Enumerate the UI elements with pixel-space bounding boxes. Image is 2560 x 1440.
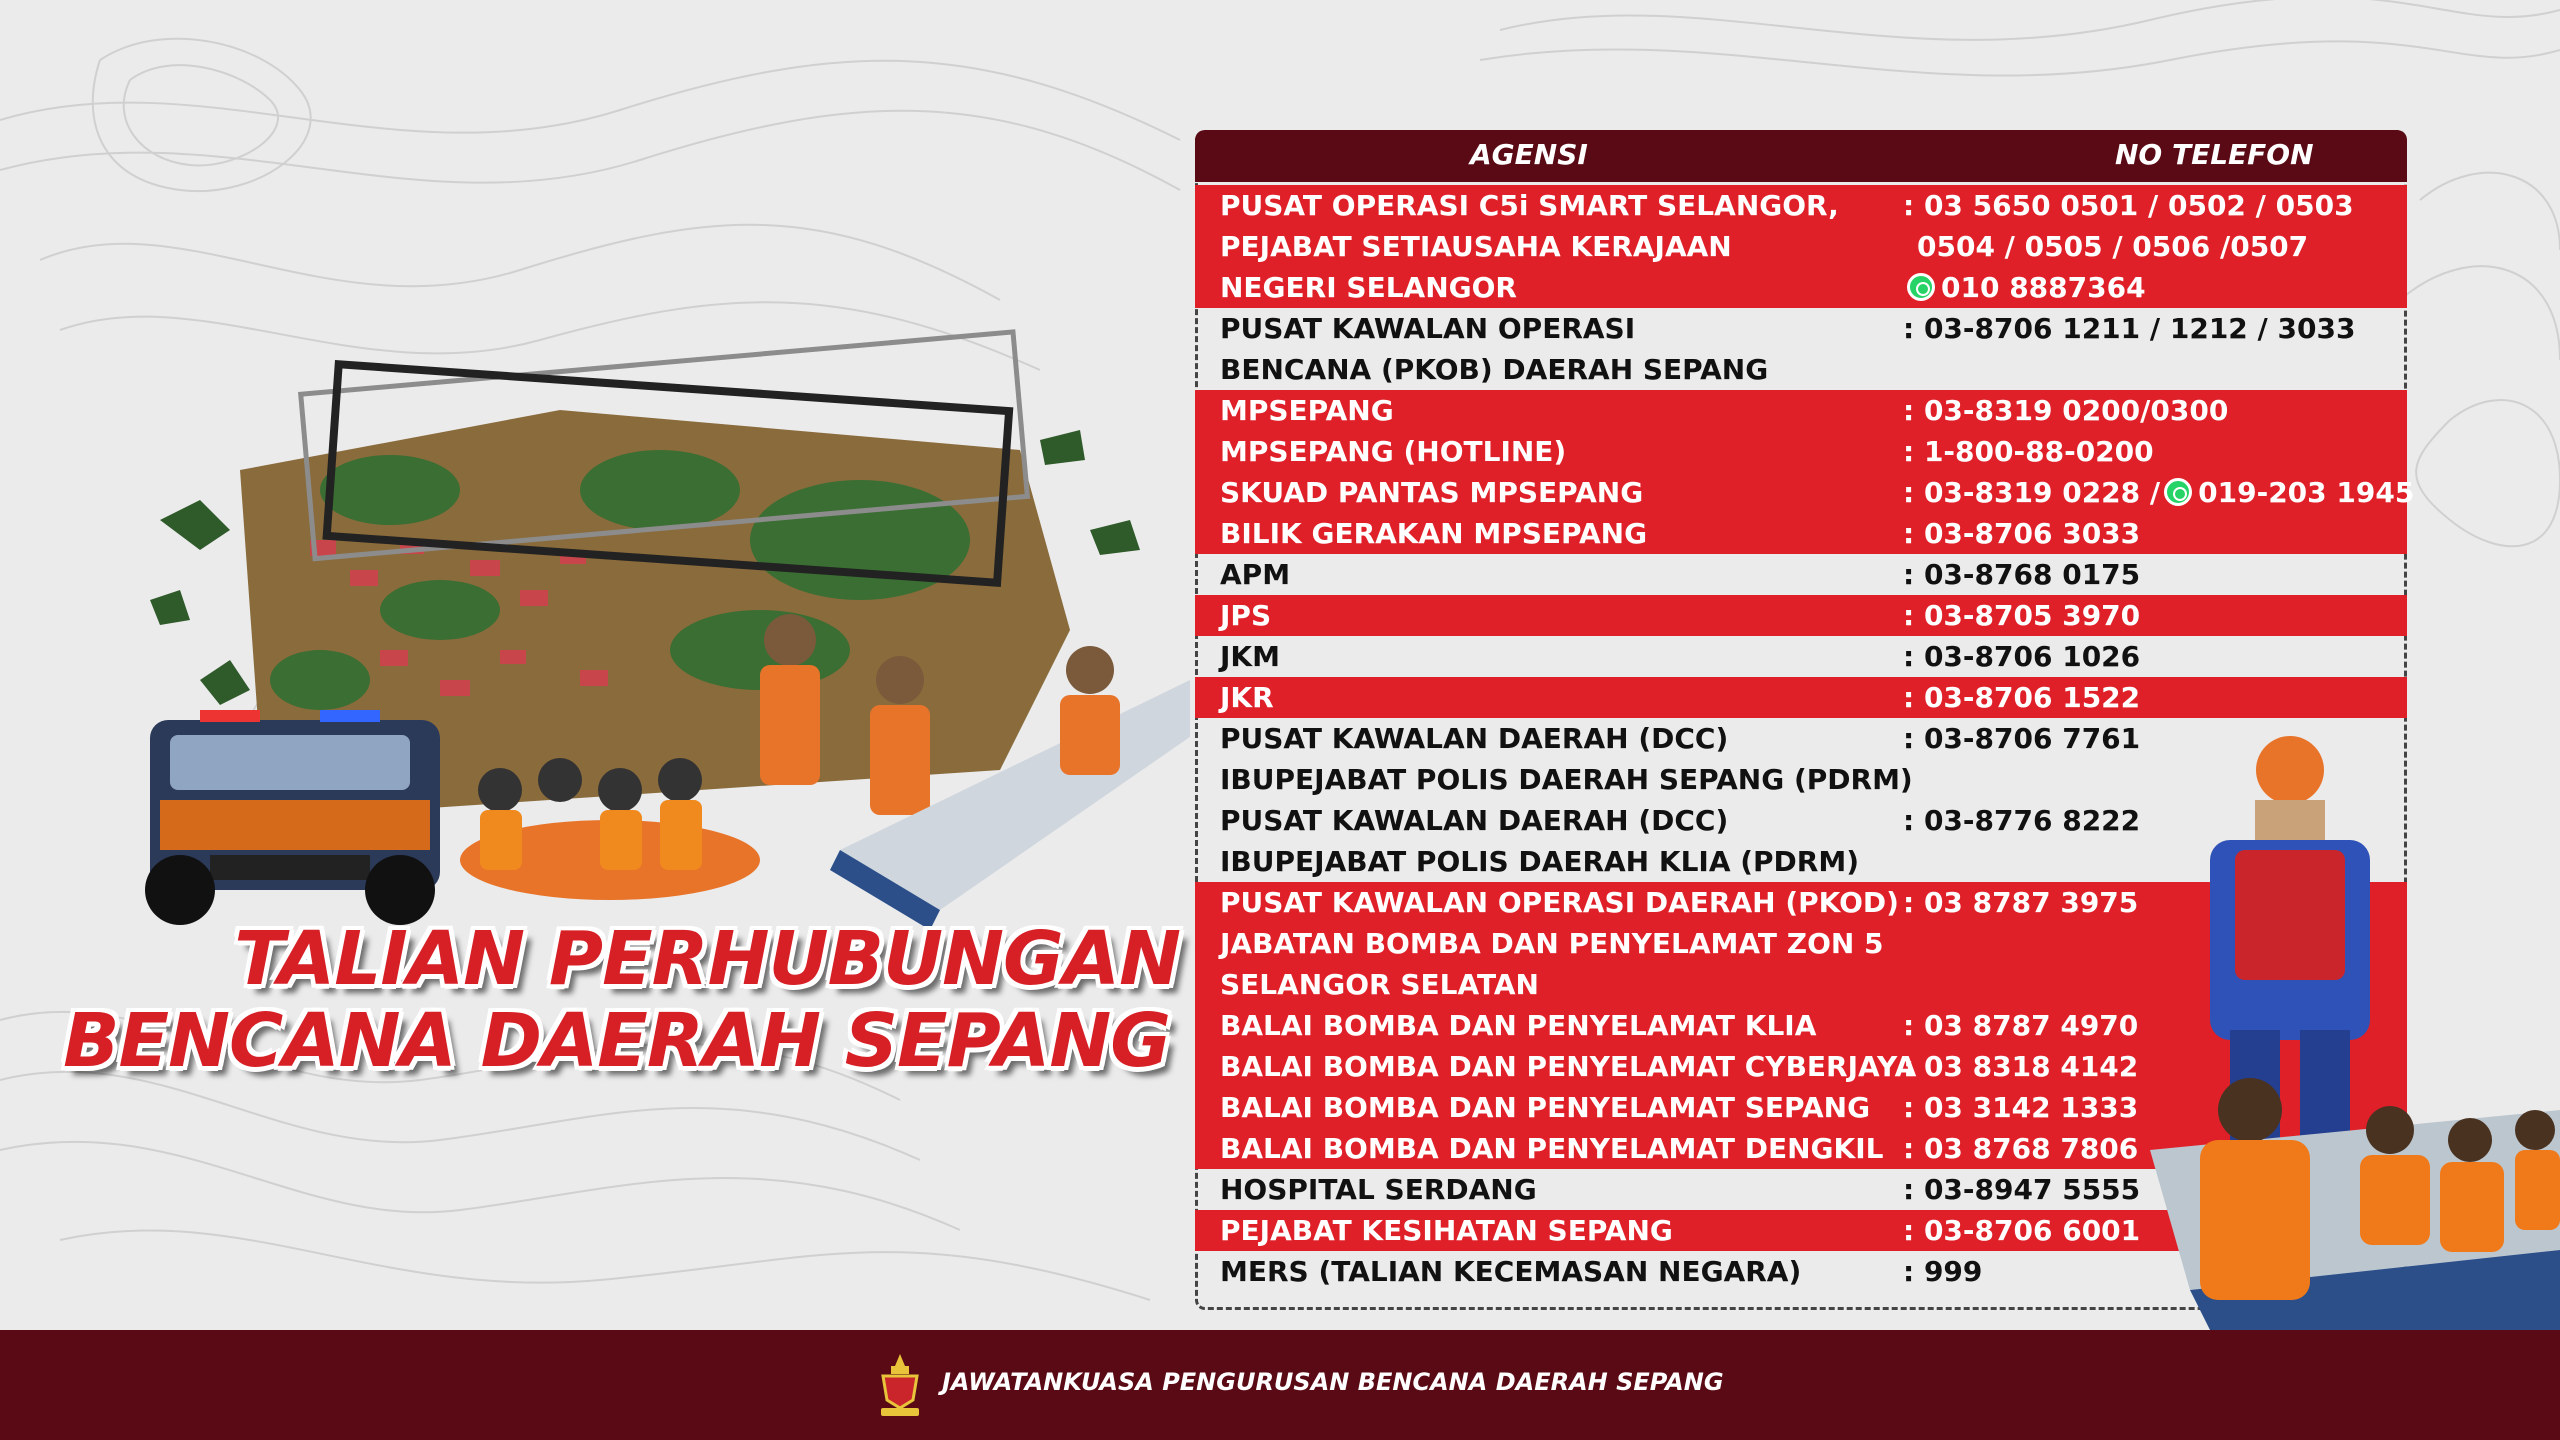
phone-text: : 03-8706 1211 / 1212 / 3033 — [1903, 312, 2356, 345]
table-band — [1195, 185, 2407, 308]
agency-name: JABATAN BOMBA DAN PENYELAMAT ZON 5 — [1220, 927, 1884, 960]
phone-number — [1903, 267, 2146, 308]
table-row — [1195, 267, 2407, 308]
phone-text: : 03 8318 4142 — [1903, 1050, 2139, 1083]
phone-text: : 999 — [1903, 1255, 1983, 1288]
table-band — [1195, 308, 2407, 390]
phone-text: : 03 8768 7806 — [1903, 1132, 2139, 1165]
whatsapp-icon — [1907, 273, 1935, 301]
phone-text: : 03-8705 3970 — [1903, 599, 2141, 632]
table-header — [1195, 130, 2407, 182]
agency-name: IBUPEJABAT POLIS DAERAH SEPANG (PDRM) — [1220, 763, 1913, 796]
table-band — [1195, 554, 2407, 595]
agency-name: JKM — [1220, 640, 1280, 673]
phone-number — [1903, 1087, 2138, 1128]
phone-number — [1903, 472, 2414, 513]
agency-name: PEJABAT KESIHATAN SEPANG — [1220, 1214, 1673, 1247]
agency-name: MPSEPANG — [1220, 394, 1394, 427]
agency-name: PUSAT OPERASI C5i SMART SELANGOR, — [1220, 189, 1839, 222]
table-row — [1195, 390, 2407, 431]
phone-text: : 03 5650 0501 / 0502 / 0503 — [1903, 189, 2354, 222]
phone-text: : 03-8319 0200/0300 — [1903, 394, 2229, 427]
table-row — [1195, 677, 2407, 718]
agency-name: IBUPEJABAT POLIS DAERAH KLIA (PDRM) — [1220, 845, 1860, 878]
agency-name: SELANGOR SELATAN — [1220, 968, 1539, 1001]
selangor-crest-icon — [877, 1352, 923, 1418]
table-row — [1195, 595, 2407, 636]
phone-number — [1903, 431, 2154, 472]
phone-text: : 03 8787 3975 — [1903, 886, 2139, 919]
phone-number — [1903, 185, 2354, 226]
table-row — [1195, 431, 2407, 472]
phone-text-whatsapp: 019-203 1945 — [2198, 476, 2415, 509]
agency-name: APM — [1220, 558, 1291, 591]
agency-name: BALAI BOMBA DAN PENYELAMAT KLIA — [1220, 1009, 1817, 1042]
phone-number — [1903, 636, 2140, 677]
phone-text: 0504 / 0505 / 0506 /0507 — [1917, 230, 2309, 263]
agency-name: BALAI BOMBA DAN PENYELAMAT CYBERJAYA — [1220, 1050, 1917, 1083]
whatsapp-icon — [2164, 478, 2192, 506]
phone-number — [1903, 1046, 2138, 1087]
table-row — [1195, 636, 2407, 677]
title-line-2: BENCANA DAERAH SEPANG — [63, 998, 1170, 1084]
phone-number — [1903, 1251, 1982, 1292]
table-band — [1195, 390, 2415, 554]
phone-text: : 03-8706 1522 — [1903, 681, 2141, 714]
phone-number — [1903, 1169, 2140, 1210]
table-row — [1195, 308, 2407, 349]
table-row — [1195, 513, 2407, 554]
table-band — [1195, 636, 2407, 677]
phone-text: : 03-8706 1026 — [1903, 640, 2141, 673]
rescue-personnel-photo — [2130, 730, 2560, 1330]
phone-number — [1903, 595, 2140, 636]
phone-number — [1903, 718, 2140, 759]
phone-number — [1903, 308, 2355, 349]
phone-text: : 03-8947 5555 — [1903, 1173, 2141, 1206]
table-band — [1195, 677, 2407, 718]
title-line-1: TALIAN PERHUBUNGAN — [234, 916, 1180, 1002]
phone-number — [1903, 1210, 2140, 1251]
agency-name: PUSAT KAWALAN OPERASI DAERAH (PKOD) — [1220, 886, 1899, 919]
table-band — [1195, 595, 2407, 636]
agency-name: PUSAT KAWALAN DAERAH (DCC) — [1220, 804, 1729, 837]
phone-number — [1917, 226, 2308, 267]
agency-name: BENCANA (PKOB) DAERAH SEPANG — [1220, 353, 1769, 386]
phone-number — [1903, 677, 2140, 718]
phone-number — [1903, 554, 2140, 595]
header-agency: AGENSI — [1470, 138, 1588, 171]
phone-text: : 03-8319 0228 / — [1903, 476, 2161, 509]
agency-name: SKUAD PANTAS MPSEPANG — [1220, 476, 1644, 509]
phone-text: : 03 3142 1333 — [1903, 1091, 2139, 1124]
header-phone: NO TELEFON — [2115, 138, 2314, 171]
agency-name: PEJABAT SETIAUSAHA KERAJAAN — [1220, 230, 1732, 263]
phone-text: : 03-8776 8222 — [1903, 804, 2141, 837]
agency-name: JPS — [1220, 599, 1272, 632]
phone-text: : 03 8787 4970 — [1903, 1009, 2139, 1042]
phone-text: 010 8887364 — [1941, 271, 2146, 304]
footer-bar — [0, 1330, 2560, 1440]
phone-number — [1903, 513, 2140, 554]
phone-text: : 03-8768 0175 — [1903, 558, 2141, 591]
agency-name: HOSPITAL SERDANG — [1220, 1173, 1537, 1206]
table-row — [1195, 349, 2407, 390]
poster-title — [40, 918, 1180, 1082]
table-row — [1195, 185, 2407, 226]
phone-text: : 03-8706 6001 — [1903, 1214, 2141, 1247]
agency-name: PUSAT KAWALAN OPERASI — [1220, 312, 1636, 345]
agency-name: MPSEPANG (HOTLINE) — [1220, 435, 1567, 468]
table-row — [1195, 472, 2415, 513]
phone-text: : 03-8706 3033 — [1903, 517, 2141, 550]
agency-name: BALAI BOMBA DAN PENYELAMAT DENGKIL — [1220, 1132, 1884, 1165]
agency-name: BILIK GERAKAN MPSEPANG — [1220, 517, 1648, 550]
agency-name: NEGERI SELANGOR — [1220, 271, 1517, 304]
agency-name: BALAI BOMBA DAN PENYELAMAT SEPANG — [1220, 1091, 1871, 1124]
phone-number — [1903, 390, 2228, 431]
table-row — [1195, 554, 2407, 595]
phone-number — [1903, 882, 2138, 923]
footer-text: JAWATANKUASA PENGURUSAN BENCANA DAERAH SEPANG — [942, 1368, 1724, 1396]
phone-number — [1903, 1128, 2138, 1169]
agency-name: MERS (TALIAN KECEMASAN NEGARA) — [1220, 1255, 1802, 1288]
phone-text: : 03-8706 7761 — [1903, 722, 2141, 755]
agency-name: PUSAT KAWALAN DAERAH (DCC) — [1220, 722, 1729, 755]
phone-number — [1903, 1005, 2138, 1046]
phone-text: : 1-800-88-0200 — [1903, 435, 2154, 468]
table-row — [1195, 226, 2407, 267]
agency-name: JKR — [1220, 681, 1274, 714]
phone-number — [1903, 800, 2140, 841]
